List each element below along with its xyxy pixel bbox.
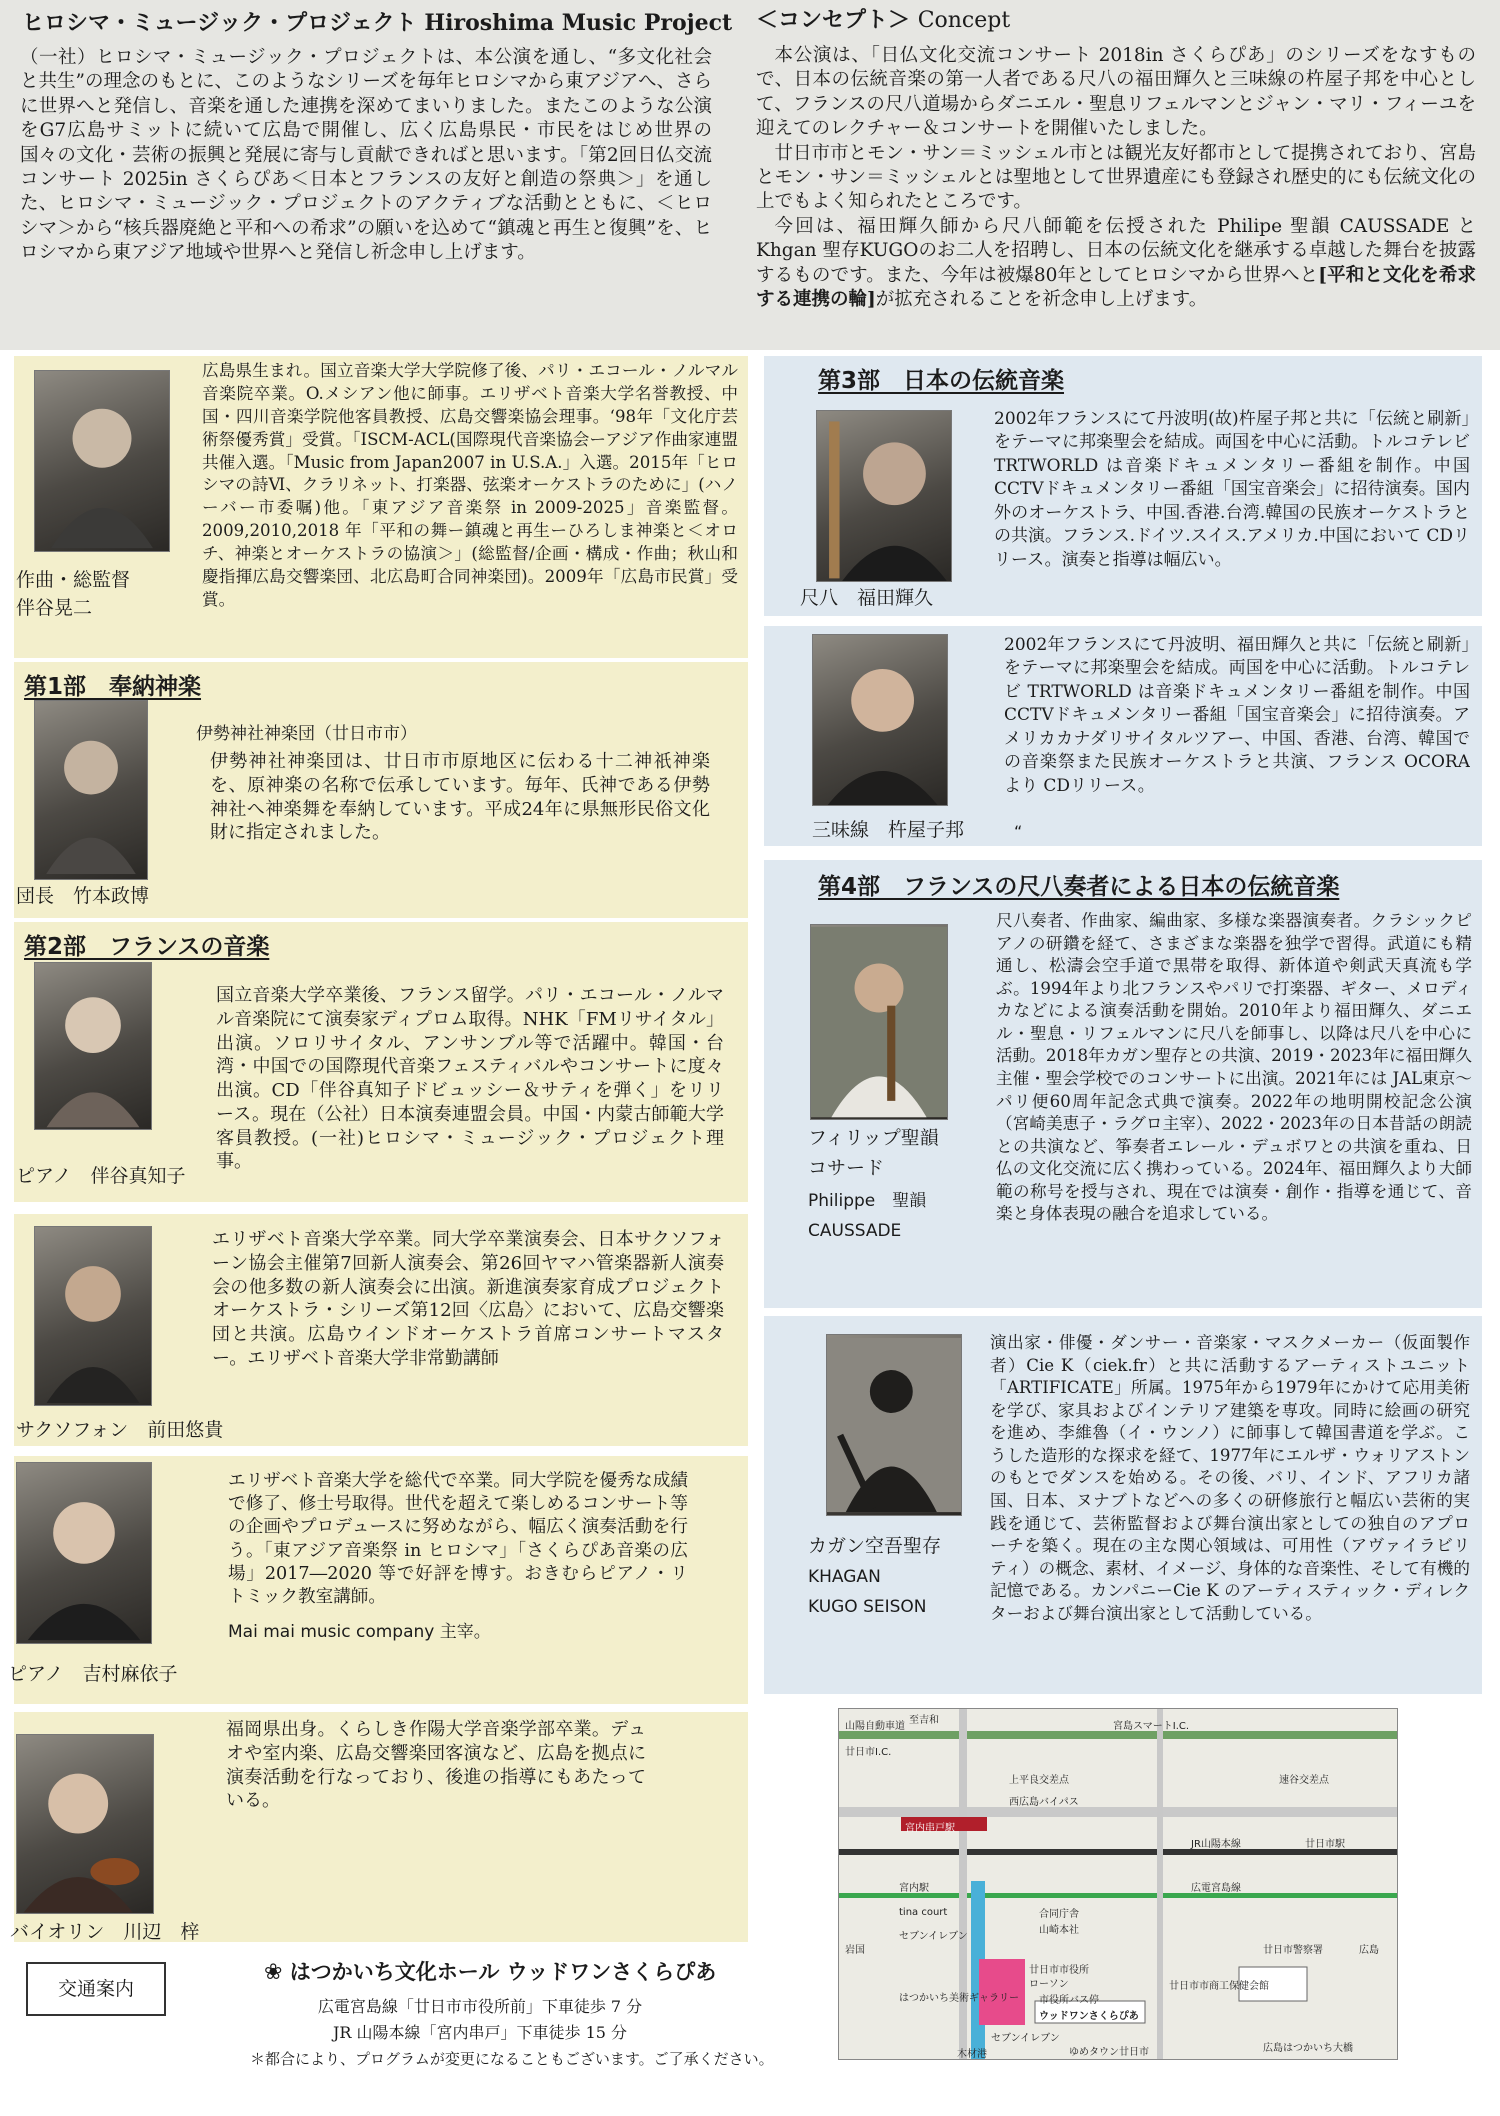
part1-photo	[34, 700, 148, 880]
concept-paragraph-3	[756, 215, 1476, 313]
part2-caption-2: サクソフォン 前田悠貴	[16, 1419, 224, 1441]
part1-caption: 団長 竹本政博	[16, 885, 150, 907]
access-info	[250, 1994, 774, 2072]
director-bio: 広島県生まれ。国立音楽大学大学院修了後、パリ・エコール・ノルマル音楽院卒業。O.メシアン他に師事。エリザベト音楽大学名誉教授、中国・四川音楽学院他客員教授、広島交響楽協会理事。‘98年「文化庁芸術祭優秀賞」受賞。「ISCM-ACL(国際現代音楽協会ーアジア作曲家連盟共催入選。「Music from Japan2007 in U.S.A.」入選。2015年「ヒロシマの詩Ⅵ、クラリネット、打楽器、弦楽オーケストラのために」(ハノーバー市委嘱)他。「東アジア音楽祭 in 2009-2025」音楽監督。2009,2010,2018 年「平和の舞ー鎮魂と再生ーひろしま神楽と＜オロチ、神楽とオーケストラの協演＞」(総監督/企画・構成・作曲；秋山和慶指揮広島交響楽団、北広島町合同神楽団)。2009年「広島市民賞」受賞。	[202, 361, 738, 609]
concept-paragraph-2: 廿日市市とモン・サン＝ミッシェル市とは観光友好都市として提携されており、宮島とモン・サン＝ミッシェルとは聖地として世界遺産にも登録され歴史的にも伝統文化の上でもよく知られたところです。	[756, 142, 1476, 213]
part2-title: 第2部 フランスの音楽	[24, 934, 270, 960]
map-label-16: ローソン	[1029, 1979, 1069, 1990]
project-title-en: Hiroshima Music Project	[424, 10, 733, 36]
map-label-7: JR山陽本線	[1191, 1839, 1241, 1850]
part2-bio-1: 国立音楽大学卒業後、フランス留学。パリ・エコール・ノルマル音楽院にて演奏家ディプロム取得。NHK「FMリサイタル」出演。ソロリサイタル、アンサンブル等で活躍中。韓国・台湾・中国での国際現代音楽フェスティバルやコンサートに度々出演。CD「伴谷真知子ドビュッシー＆サティを弾く」をリリース。現在（公社）日本演奏連盟会員。中国・内蒙古師範大学客員教授。(一社)ヒロシマ・ミュージック・プロジェクト理事。	[216, 985, 724, 1173]
map-label-2: 宮島スマートI.C.	[1113, 1721, 1190, 1732]
map-label-23: 廿日市警察署	[1263, 1945, 1323, 1956]
access-line-1: 広電宮島線「廿日市市役所前」下車徒歩 7 分	[317, 1997, 643, 2016]
map-label-5: 西広島バイパス	[1009, 1797, 1079, 1808]
part2-photo-4	[16, 1734, 154, 1914]
part4-photo-1	[810, 924, 948, 1120]
part4-caption-1c: Philippe 聖韻	[808, 1191, 927, 1211]
part4-caption-2a: カガン空吾聖存	[808, 1535, 942, 1557]
portrait-icon	[35, 963, 151, 1129]
map-label-14: 山崎本社	[1039, 1925, 1079, 1936]
shakuhachi-portrait-icon	[817, 411, 951, 581]
part1-title: 第1部 奉納神楽	[24, 674, 202, 700]
director-role: 作曲・総監督	[16, 569, 131, 591]
part3-photo-2	[812, 634, 948, 806]
hall-logo-icon: ❀	[264, 1960, 283, 1985]
part4-caption-2c: KUGO SEISON	[808, 1597, 927, 1617]
access-map[interactable]	[838, 1708, 1398, 2060]
map-label-18: ウッドワンさくらぴあ	[1039, 2011, 1139, 2022]
part2-bio-2: エリザベト音楽大学卒業。同大学卒業演奏会、日本サクソフォーン協会主催第7回新人演奏会、第26回ヤマハ管楽器新人演奏会の他多数の新人演奏会に出演。新進演奏家育成プロジェクト オーケストラ・シリーズ第12回〈広島〉において、広島交響楽団と共演。広島ウインドオーケストラ首席コンサートマスター。エリザベト音楽大学非常勤講師	[212, 1229, 724, 1369]
map-label-19: はつかいち美術ギャラリー	[899, 1993, 1019, 2004]
concept-paragraph-3a: 今回は、福田輝久師から尺八師範を伝授された Philipe 聖韻 CAUSSADE と Khgan 聖存KUGOのお二人を招聘し、日本の伝統文化を継承する卓越した舞台を披露するものです。また、今年は被爆80年としてヒロシマから世界へと	[756, 215, 1476, 286]
map-label-21: ゆめタウン廿日市	[1069, 2047, 1149, 2058]
part4-bio-2: 演出家・俳優・ダンサー・音楽家・マスクメーカー（仮面製作者）Cie K（ciek.fr）と共に活動するアーティストユニット「ARTIFICATE」所属。1975年から1979年にかけて応用美術を学び、家具およびインテリア建築を専攻。同時に絵画の研究を進め、李維魯（イ・ウンノ）に師事して韓国書道を学ぶ。こうした造形的な探求を経て、1977年にエルザ・ウォリアストンのもとでダンスを始める。その後、バリ、インド、アフリカ諸国、日本、ヌナブトなどへの多くの研修旅行と幅広い芸術的実践を通じて、芸術監督および舞台演出家としての独自のアプローチを築く。現在の主な関心領域は、可用性（アヴァイラビリティ）の概念、素材、イメージ、身体的な音楽性、そして有機的記憶である。カンパニーCie K のアーティスティック・ディレクターおよび舞台演出家として活動している。	[990, 1333, 1470, 1623]
map-label-12: セブンイレブン	[899, 1931, 968, 1942]
silhouette-icon	[827, 1335, 961, 1515]
part4-caption-1d: CAUSSADE	[808, 1221, 902, 1241]
part3-caption-2: 三味線 杵屋子邦	[812, 819, 965, 841]
map-label-13: 合同庁舎	[1039, 1909, 1079, 1920]
part2-caption-1: ピアノ 伴谷真知子	[16, 1165, 186, 1187]
map-label-8: 廿日市駅	[1305, 1839, 1345, 1850]
part3-bio-1: 2002年フランスにて丹波明(故)杵屋子邦と共に「伝統と刷新」をテーマに邦楽聖会を結成。両国を中心に活動。トルコテレビ TRTWORLD は音楽ドキュメンタリー番組を制作。中国 CCTVドキュメンタリー番組「国宝音楽会」に招待演奏。国内外のオーケストラ、中国.香港.台湾.韓国の民族オーケストラとの共演。フランス.ドイツ.スイス.アメリカ.中国において CDリリース。演奏と指導は幅広い。	[994, 409, 1470, 570]
part1-group-name: 伊勢神社神楽団（廿日市市）	[196, 724, 417, 744]
map-label-17: 廿日市市商工保健会館	[1169, 1981, 1269, 1992]
part4-photo-2	[826, 1334, 962, 1516]
portrait-icon	[35, 701, 147, 879]
part2-photo-2	[34, 1226, 152, 1406]
concept-paragraph-1: 本公演は、「日仏文化交流コンサート 2018in さくらぴあ」のシリーズをなすもので、日本の伝統音楽の第一人者である尺八の福田輝久と三味線の杵屋子邦を中心として、フランスの尺八道場からダニエル・聖息リフェルマンとジャン・マリ・フィーユを迎えてのレクチャー＆コンサートを開催いたしました。	[756, 45, 1476, 140]
part4-caption-1a: フィリップ聖韻	[808, 1127, 939, 1149]
map-label-25: 岩国	[845, 1945, 865, 1956]
director-photo	[34, 370, 170, 552]
concept-title-jp: ＜コンセプト＞	[756, 8, 911, 33]
portrait-icon	[813, 635, 947, 805]
map-label-9: 広電宮島線	[1191, 1883, 1241, 1894]
project-title-jp: ヒロシマ・ミュージック・プロジェクト	[22, 11, 417, 36]
hall-name-text: はつかいち文化ホール ウッドワンさくらぴあ	[289, 1960, 717, 1984]
map-label-15: 廿日市市役所	[1029, 1965, 1089, 1976]
shakuhachi-portrait-icon	[811, 925, 947, 1119]
transit-label: 交通案内	[26, 1962, 166, 2016]
part2-bio-3-extra: Mai mai music company 主宰。	[228, 1622, 491, 1642]
part4-bio-1: 尺八奏者、作曲家、編曲家、多様な楽器演奏者。クラシックピアノの研鑽を経て、さまざまな楽器を独学で習得。武道にも精通し、松濤会空手道で黒帯を取得、新体道や剣武天真流も学ぶ。1994年より北フランスやパリで打楽器、ギター、メロディカなどによる演奏活動を開始。2010年より福田輝久、ダニエル・聖息・リフェルマンに尺八を師事し、以降は尺八を中心に活動。2018年カガン聖存との共演、2019・2023年に福田輝久主催・聖会学校でのコンサートに出演。2021年には JAL東京〜パリ便60周年記念式典で演奏。2022年の地明開校記念公演（宮崎美恵子・ラグロ主宰）、2022・2023年の日本昔話の朗読との共演など、筝奏者エレール・デュボワとの共演を重ね、日仏の文化交流に広く携わっている。2024年、福田輝久より大師範の称号を授与され、現在では演奏・創作・指導を通じて、音楽と身体表現の融合を追求している。	[996, 911, 1472, 1224]
map-label-28: 至吉和	[909, 1715, 939, 1726]
part4-title: 第4部 フランスの尺八奏者による日本の伝統音楽	[818, 874, 1340, 900]
map-label-3: 上平良交差点	[1009, 1775, 1069, 1786]
part3-quote-mark: “	[1014, 822, 1023, 841]
part2-caption-4: バイオリン 川辺 梓	[10, 1921, 200, 1943]
map-label-24: セブンイレブン	[991, 2033, 1060, 2044]
part2-bio-3: エリザベト音楽大学を総代で卒業。同大学院を優秀な成績で修了、修士号取得。世代を超えて楽しめるコンサート等の企画やプロデュースに努めながら、幅広く演奏活動を行う。「東アジア音楽祭 in ヒロシマ」「さくらぴあ音楽の広場」2017―2020 等で好評を博す。おきむらピアノ・リトミック教室講師。	[228, 1471, 688, 1608]
project-intro-text: （一社）ヒロシマ・ミュージック・プロジェクトは、本公演を通し、“多文化社会と共生”の理念のもとに、このようなシリーズを毎年ヒロシマから東アジアへ、さらに世界へと発信し、音楽を通した連携を深めてまいりました。またこのような公演をG7広島サミットに続いて広島で開催し、広く広島県民・市民をはじめ世界の国々の文化・芸術の振興と発展に寄与し貢献できればと思います。「第2回日仏交流コンサート 2025in さくらぴあ＜日本とフランスの友好と創造の祭典＞」を通した、ヒロシマ・ミュージック・プロジェクトのアクティブな活動とともに、＜ヒロシマ＞から“核兵器廃絶と平和への希求”の願いを込めて“鎮魂と再生と復興”を、ヒロシマから東アジア地域や世界へと発信し祈念申し上げます。	[20, 47, 712, 264]
map-label-11: tina court	[899, 1907, 948, 1918]
part4-caption-1b: コサード	[808, 1157, 885, 1179]
map-label-27: 木材港	[957, 2049, 987, 2060]
part3-photo-1	[816, 410, 952, 582]
access-line-2: JR 山陽本線「宮内串戸」下車徒歩 15 分	[332, 2023, 628, 2043]
concept-paragraph-3c: が拡充されることを祈念申し上げます。	[875, 289, 1208, 311]
map-label-6: 宮内串戸駅	[905, 1823, 955, 1834]
project-title	[22, 10, 732, 37]
concept-text	[756, 44, 1476, 334]
hall-name	[264, 1956, 716, 1986]
portrait-icon	[17, 1463, 151, 1643]
map-label-26: 広島	[1359, 1945, 1379, 1956]
part2-bio-4: 福岡県出身。くらしき作陽大学音楽学部卒業。デュオや室内楽、広島交響楽団客演など、広島を拠点に演奏活動を行なっており、後進の指導にもあたっている。	[226, 1719, 646, 1812]
map-label-4: 速谷交差点	[1279, 1775, 1329, 1786]
director-name: 伴谷晃二	[16, 597, 93, 619]
part2-photo-1	[34, 962, 152, 1130]
part3-title: 第3部 日本の伝統音楽	[818, 368, 1065, 394]
concept-title-en: Concept	[917, 8, 1011, 33]
part2-caption-3: ピアノ 吉村麻依子	[8, 1663, 178, 1685]
part1-bio: 伊勢神社神楽団は、廿日市市原地区に伝わる十二神祇神楽を、原神楽の名称で伝承しています。毎年、氏神である伊勢神社へ神楽舞を奉納しています。平成24年に県無形民俗文化財に指定されました。	[210, 751, 710, 844]
concept-title	[756, 8, 1010, 34]
concept-emphasis: [平和と文化を希求する連携の輪]	[756, 264, 1476, 311]
part3-bio-2: 2002年フランスにて丹波明、福田輝久と共に「伝統と刷新」をテーマに邦楽聖会を結成。両国を中心に活動。トルコテレビ TRTWORLD は音楽ドキュメンタリー番組を制作。中国 CCTVドキュメンタリー番組「国宝音楽会」に招待演奏。アメリカカナダリサイタルツアー、中国、香港、台湾、韓国での音楽祭また民族オーケストラと共演、フランス OCORA より CDリリース。	[1004, 635, 1470, 796]
map-label-10: 宮内駅	[899, 1883, 929, 1894]
violin-portrait-icon	[17, 1735, 153, 1913]
part4-caption-2b: KHAGAN	[808, 1567, 881, 1587]
map-label-22: 広島はつかいち大橋	[1263, 2043, 1353, 2054]
map-label-20: 市役所バス停	[1039, 1995, 1099, 2006]
map-label-0: 山陽自動車道	[845, 1721, 905, 1732]
map-label-1: 廿日市I.C.	[845, 1747, 892, 1758]
portrait-icon	[35, 1227, 151, 1405]
portrait-icon	[35, 371, 169, 551]
part3-caption-1: 尺八 福田輝久	[800, 587, 934, 609]
program-change-note: ＊都合により、プログラムが変更になることもございます。ご了承ください。	[250, 2049, 774, 2068]
part2-photo-3	[16, 1462, 152, 1644]
